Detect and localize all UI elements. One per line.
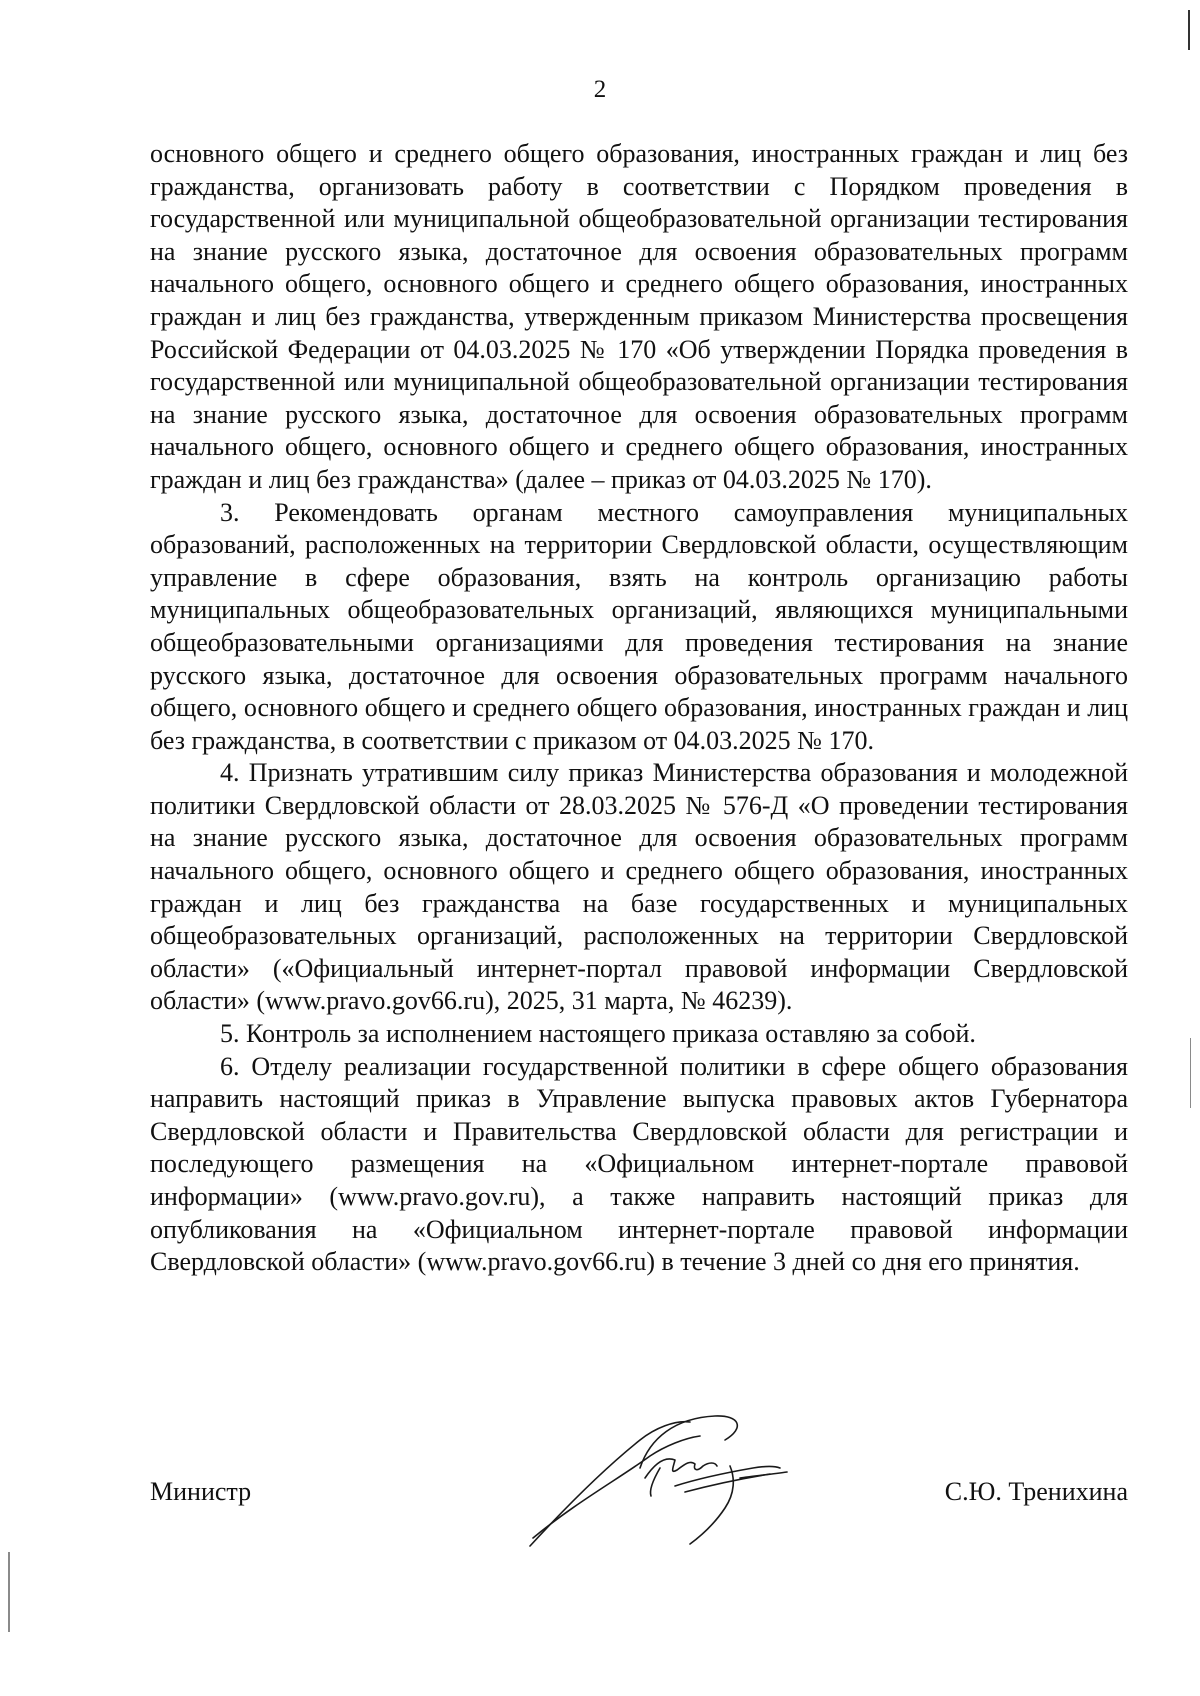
document-body [150,138,1128,1279]
paragraph-continuation: основного общего и среднего общего образования, иностранных граждан и лиц без гражданства, организовать работу в соответствии с Порядком проведения в государственной или муниципальной общеобразовательной организации тестирования на знание русского языка, достаточное для освоения образовательных программ начального общего, основного общего и среднего общего образования, иностранных граждан и лиц без гражданства, утвержденным приказом Министерства просвещения Российской Федерации от 04.03.2025 № 170 «Об утверждении Порядка проведения в государственной или муниципальной общеобразовательной организации тестирования на знание русского языка, достаточное для освоения образовательных программ начального общего, основного общего и среднего общего образования, иностранных граждан и лиц без гражданства» (далее – приказ от 04.03.2025 № 170). [150,139,1128,494]
scan-artifact-left [8,1552,10,1632]
handwritten-signature [525,1408,795,1558]
signer-position: Министр [150,1477,252,1506]
paragraph-item-3: 3. Рекомендовать органам местного самоуправления муниципальных образований, расположенных на территории Свердловской области, осуществляющим управление в сфере образования, взять на контроль организацию работы муниципальных общеобразовательных организаций, являющихся муниципальными общеобразовательными организациями для проведения тестирования на знание русского языка, достаточное для освоения образовательных программ начального общего, основного общего и среднего общего образования, иностранных граждан и лиц без гражданства, в соответствии с приказом от 04.03.2025 № 170. [150,497,1128,755]
paragraph-item-6: 6. Отделу реализации государственной политики в сфере общего образования направить настоящий приказ в Управление выпуска правовых актов Губернатора Свердловской области и Правительства Свердловской области для регистрации и последующего размещения на «Официальном интернет-портале правовой информации» (www.pravo.gov.ru), а также направить настоящий приказ для опубликования на «Официальном интернет-портале правовой информации Свердловской области» (www.pravo.gov66.ru) в течение 3 дней со дня его принятия. [150,1051,1128,1277]
scan-artifact-right [1190,1038,1191,1108]
signer-name: С.Ю. Тренихина [944,1477,1128,1506]
paragraph-item-5: 5. Контроль за исполнением настоящего приказа оставляю за собой. [220,1019,976,1049]
page-number: 2 [593,76,607,103]
scan-artifact-top-right [1188,10,1190,50]
paragraph-item-4: 4. Признать утратившим силу приказ Министерства образования и молодежной политики Свердловской области от 28.03.2025 № 576-Д «О проведении тестирования на знание русского языка, достаточное для освоения образовательных программ начального общего, основного общего и среднего общего образования, иностранных граждан и лиц без гражданства на базе государственных и муниципальных общеобразовательных организаций, расположенных на территории Свердловской области» («Официальный интернет-портал правовой информации Свердловской области» (www.pravo.gov66.ru), 2025, 31 марта, № 46239). [150,758,1128,1016]
